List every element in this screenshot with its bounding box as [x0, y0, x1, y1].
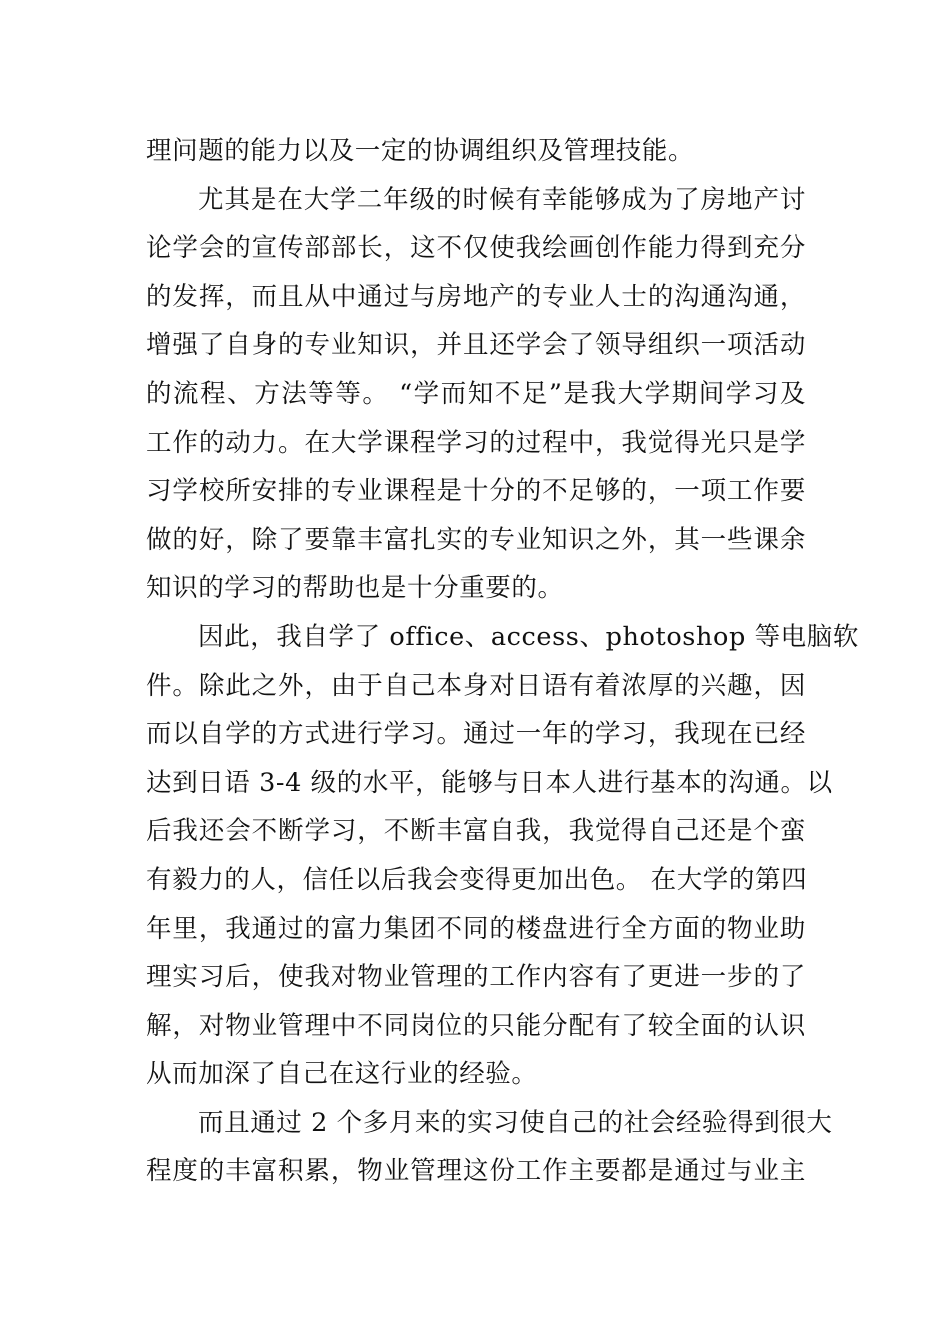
text-line: 从而加深了自己在这行业的经验。 [146, 1059, 538, 1090]
text-line: 因此，我自学了 office、access、photoshop 等电脑软 [198, 621, 859, 652]
document-body-text [146, 127, 859, 1196]
text-line: 后我还会不断学习，不断丰富自我，我觉得自己还是个蛮 [146, 816, 806, 847]
text-line: 的流程、方法等等。 “学而知不足”是我大学期间学习及 [146, 378, 806, 409]
text-line: 的发挥，而且从中通过与房地产的专业人士的沟通沟通， [146, 281, 806, 312]
text-line: 而以自学的方式进行学习。通过一年的学习，我现在已经 [146, 719, 806, 750]
text-line: 习学校所安排的专业课程是十分的不足够的，一项工作要 [146, 476, 806, 507]
text-line: 程度的丰富积累，物业管理这份工作主要都是通过与业主 [146, 1156, 806, 1187]
text-line: 达到日语 3-4 级的水平，能够与日本人进行基本的沟通。以 [146, 767, 833, 798]
text-line: 理实习后，使我对物业管理的工作内容有了更进一步的了 [146, 962, 806, 993]
text-line: 做的好，除了要靠丰富扎实的专业知识之外，其一些课余 [146, 524, 806, 555]
text-line: 年里，我通过的富力集团不同的楼盘进行全方面的物业助 [146, 913, 806, 944]
text-line: 而且通过 2 个多月来的实习使自己的社会经验得到很大 [198, 1107, 833, 1138]
text-line: 理问题的能力以及一定的协调组织及管理技能。 [146, 136, 695, 166]
text-line: 工作的动力。在大学课程学习的过程中，我觉得光只是学 [146, 427, 806, 458]
text-line: 有毅力的人，信任以后我会变得更加出色。 在大学的第四 [146, 864, 808, 895]
text-line: 尤其是在大学二年级的时候有幸能够成为了房地产讨 [198, 184, 806, 215]
text-line: 论学会的宣传部部长，这不仅使我绘画创作能力得到充分 [146, 233, 806, 264]
text-line: 知识的学习的帮助也是十分重要的。 [146, 573, 564, 604]
text-line: 件。除此之外，由于自己本身对日语有着浓厚的兴趣，因 [146, 670, 806, 701]
text-line: 解，对物业管理中不同岗位的只能分配有了较全面的认识 [146, 1010, 806, 1041]
text-line: 增强了自身的专业知识，并且还学会了领导组织一项活动 [146, 330, 806, 361]
